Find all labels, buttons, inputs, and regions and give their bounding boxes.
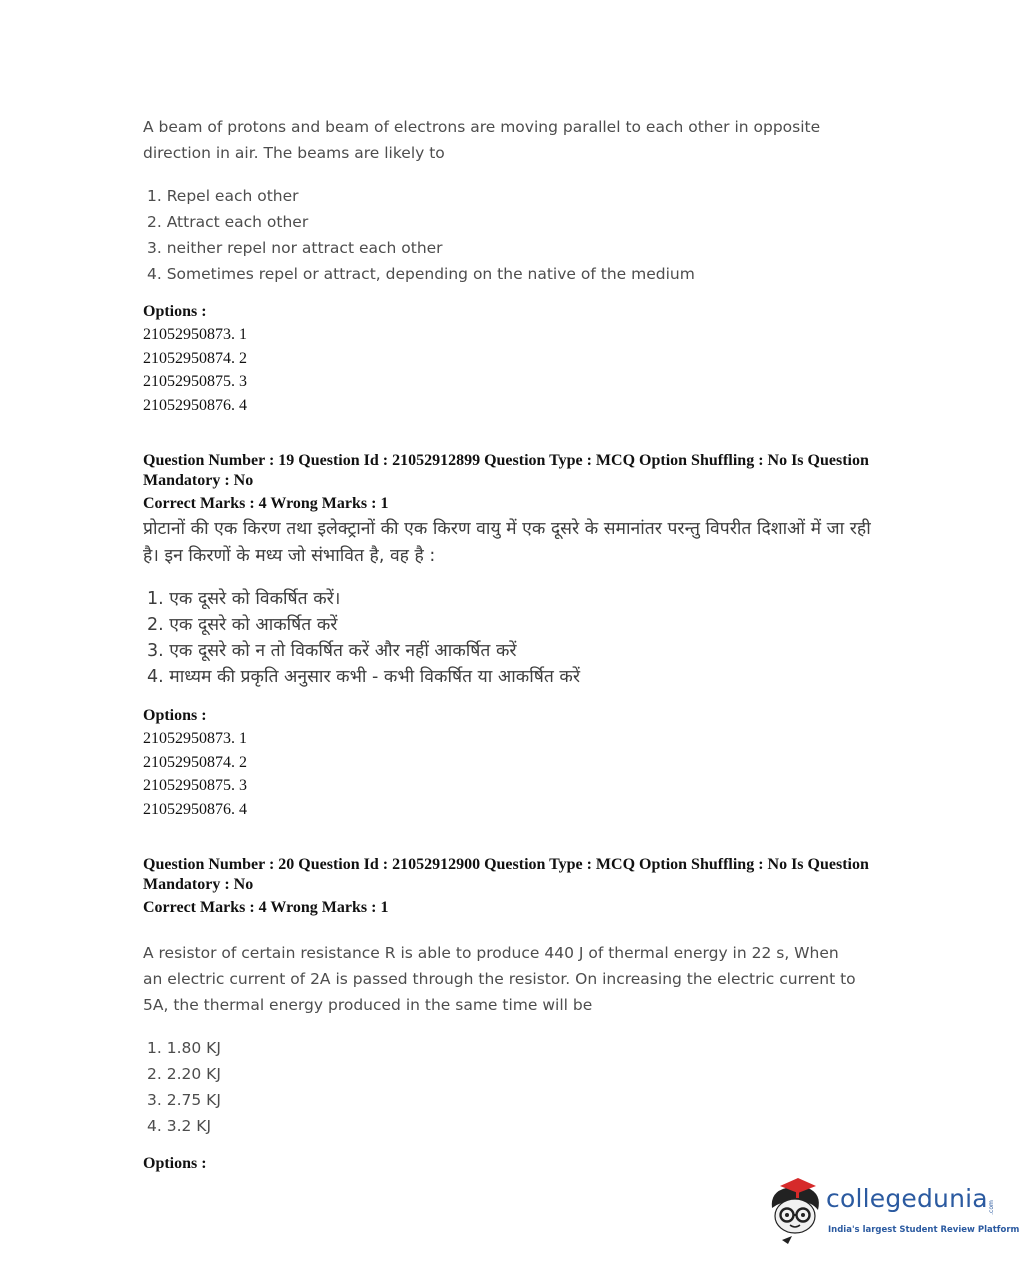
q19-header: Question Number : 19 Question Id : 21052912899 Question Type : MCQ Option Shuffling : No Is Question Mandatory : No [143, 452, 869, 489]
logo-wordmark: collegedunia [826, 1184, 988, 1213]
q18-option-ids [143, 323, 247, 417]
q18-choice-2: 2. Attract each other [147, 213, 309, 231]
q20-choices [143, 1035, 221, 1139]
q20-choice-3: 3. 2.75 KJ [147, 1091, 221, 1109]
q20-question-text: A resistor of certain resistance R is able to produce 440 J of thermal energy in 22 s, When an electric current of 2A is passed through the resistor. On increasing the electric current to 5A, the thermal energy produced in the same time will be [143, 944, 856, 1014]
q20-choice-2: 2. 2.20 KJ [147, 1065, 221, 1083]
q19-option-id-2: 21052950874. 2 [143, 753, 247, 771]
q18-option-id-2: 21052950874. 2 [143, 349, 247, 367]
q19-option-id-4: 21052950876. 4 [143, 800, 247, 818]
q19-option-id-1: 21052950873. 1 [143, 730, 247, 747]
student-mascot-icon [766, 1178, 826, 1248]
q18-question-text: A beam of protons and beam of electrons are moving parallel to each other in opposite direction in air. The beams are likely to [143, 118, 821, 162]
q19-choice-1: 1. एक दूसरे को विकर्षित करें। [147, 589, 341, 609]
q19-options-label: Options : [143, 707, 207, 724]
q19-option-id-3: 21052950875. 3 [143, 777, 247, 794]
q18-option-id-1: 21052950873. 1 [143, 326, 247, 343]
q18-choice-4: 4. Sometimes repel or attract, depending on the native of the medium [147, 265, 695, 283]
q19-question-text: प्रोटानों की एक किरण तथा इलेक्ट्रानों की एक किरण वायु में एक दूसरे के समानांतर परन्तु विपरीत दिशाओं में जा रही है। इन किरणों के मध्य जो संभावित है, वह है : [143, 519, 871, 566]
q20-marks: Correct Marks : 4 Wrong Marks : 1 [143, 899, 389, 916]
q19-choice-2: 2. एक दूसरे को आकर्षित करें [147, 615, 338, 635]
q18-option-id-3: 21052950875. 3 [143, 373, 247, 390]
logo-domain-suffix: .com [987, 1200, 995, 1215]
logo-tagline: India's largest Student Review Platform [828, 1225, 1020, 1235]
q19-option-ids [143, 727, 247, 821]
q18-options-label: Options : [143, 303, 207, 320]
q18-choices [143, 183, 695, 287]
q18-choice-1: 1. Repel each other [147, 187, 299, 205]
q19-choice-3: 3. एक दूसरे को न तो विकर्षित करें और नहीं आकर्षित करें [147, 641, 517, 661]
q20-choice-4: 4. 3.2 KJ [147, 1117, 212, 1135]
q18-choice-3: 3. neither repel nor attract each other [147, 239, 443, 257]
q20-options-label: Options : [143, 1155, 207, 1172]
q19-choice-4: 4. माध्यम की प्रकृति अनुसार कभी - कभी विकर्षित या आकर्षित करें [147, 667, 580, 687]
q20-choice-1: 1. 1.80 KJ [147, 1039, 221, 1057]
q20-header: Question Number : 20 Question Id : 21052912900 Question Type : MCQ Option Shuffling : No Is Question Mandatory : No [143, 856, 869, 893]
q19-marks: Correct Marks : 4 Wrong Marks : 1 [143, 495, 389, 512]
q18-option-id-4: 21052950876. 4 [143, 396, 247, 414]
q19-choices [143, 586, 580, 690]
collegedunia-logo [766, 1178, 1020, 1248]
